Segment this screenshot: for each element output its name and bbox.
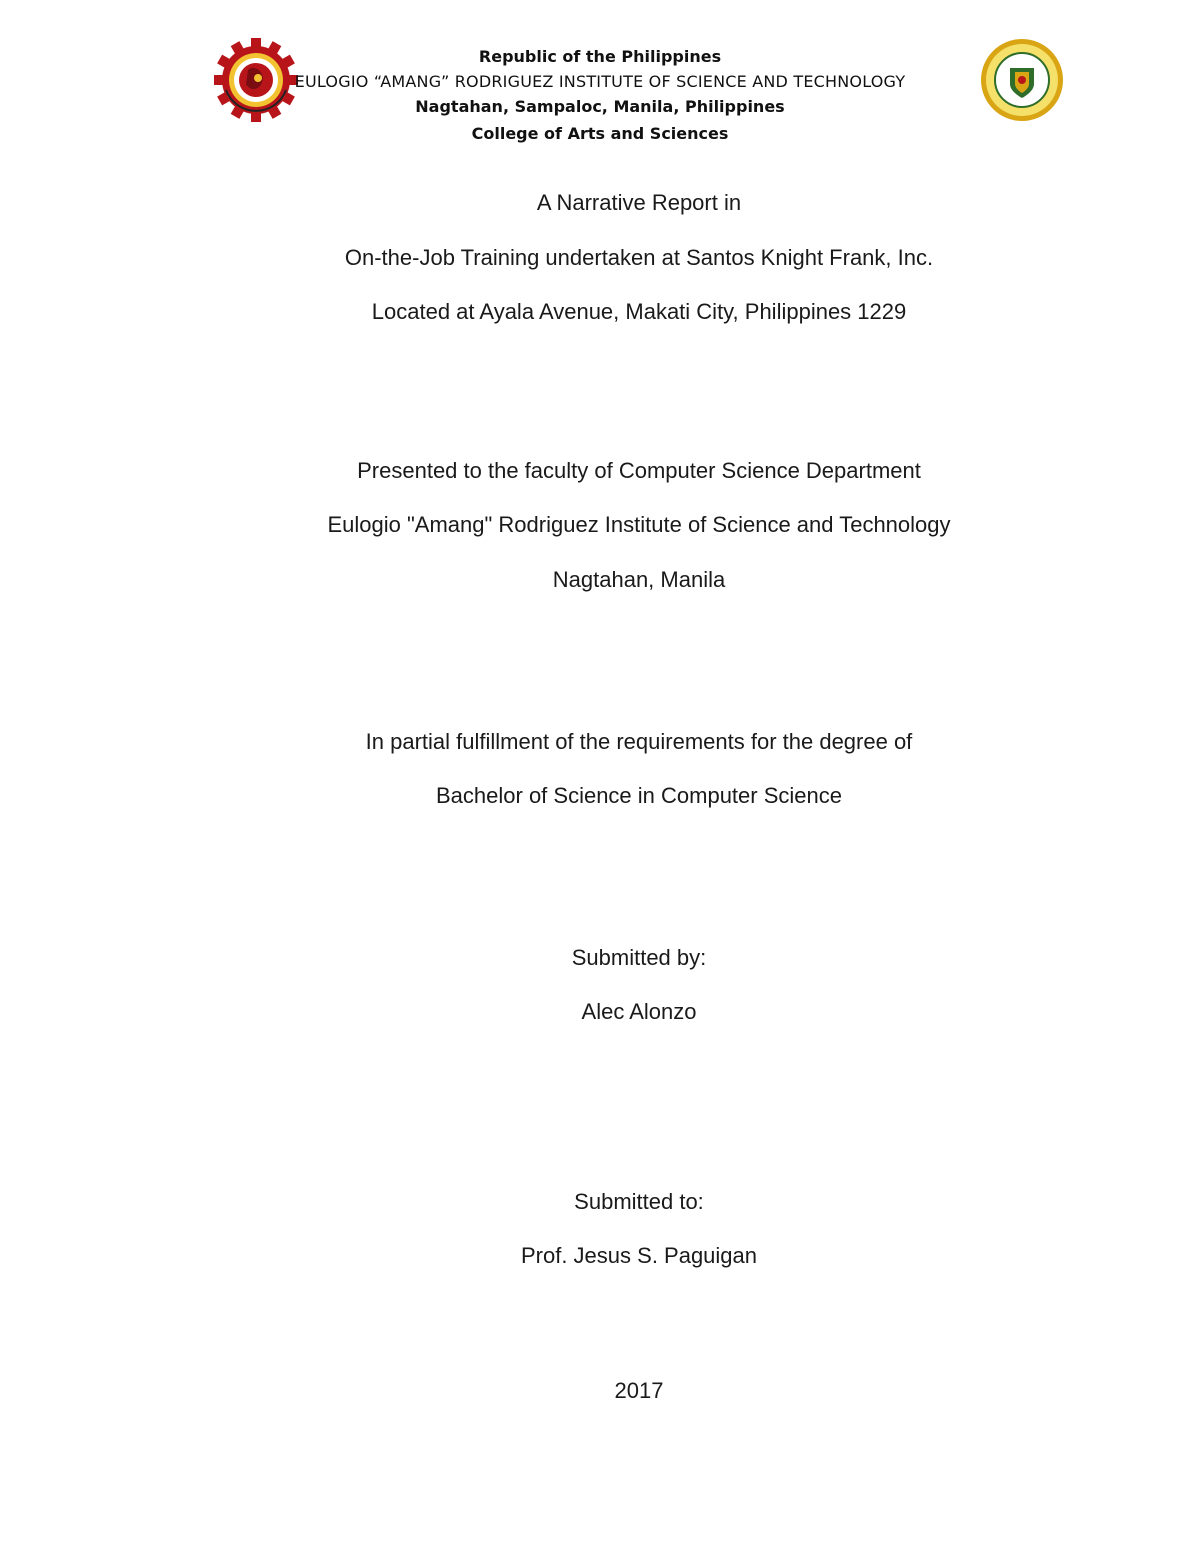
submitted-by-name: Alec Alonzo [581, 999, 697, 1024]
header-college: College of Arts and Sciences [471, 124, 729, 143]
submitted-to-label: Submitted to: [574, 1189, 704, 1214]
presented-line-2: Eulogio "Amang" Rodriguez Institute of Science and Technology [327, 512, 951, 537]
presented-line-1: Presented to the faculty of Computer Science Department [357, 458, 921, 483]
report-title-line-1: A Narrative Report in [536, 190, 742, 215]
presented-line-3: Nagtahan, Manila [552, 567, 726, 592]
report-year: 2017 [614, 1378, 664, 1403]
submitted-to-name: Prof. Jesus S. Paguigan [520, 1243, 758, 1268]
header-republic: Republic of the Philippines [478, 47, 722, 66]
fulfillment-line-1: In partial fulfillment of the requirements for the degree of [365, 729, 913, 754]
report-title-line-2: On-the-Job Training undertaken at Santos Knight Frank, Inc. [344, 245, 934, 270]
institution-header [0, 44, 1200, 146]
header-address: Nagtahan, Sampaloc, Manila, Philippines [415, 97, 785, 116]
report-title-line-3: Located at Ayala Avenue, Makati City, Philippines 1229 [371, 299, 907, 324]
fulfillment-line-2: Bachelor of Science in Computer Science [436, 783, 842, 808]
submitted-by-label: Submitted by: [571, 945, 707, 970]
header-institute-name: EULOGIO “AMANG” RODRIGUEZ INSTITUTE OF SCIENCE AND TECHNOLOGY [294, 72, 906, 91]
